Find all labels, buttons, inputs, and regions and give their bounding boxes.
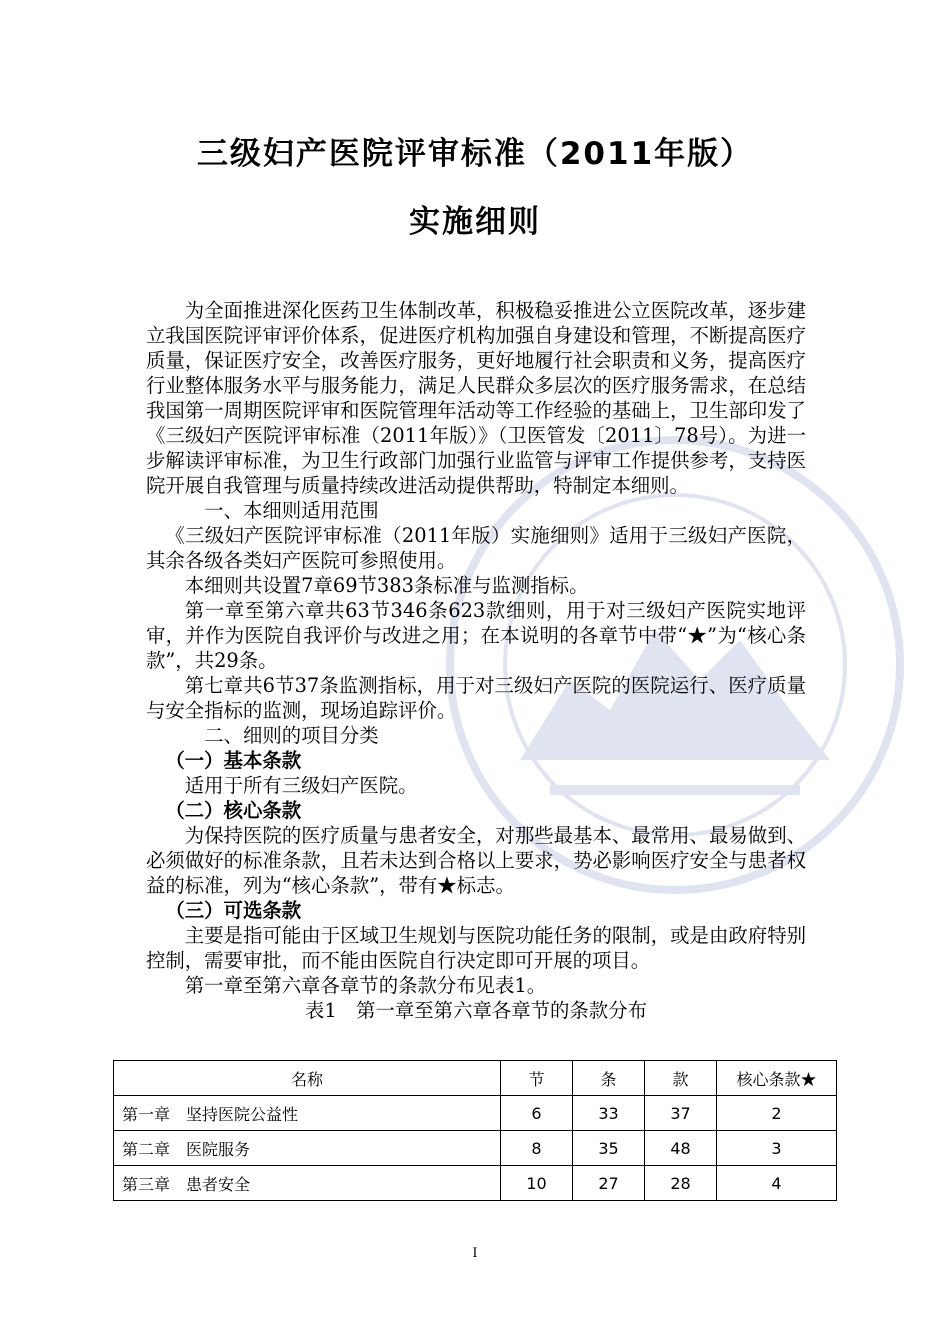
cell-clauses: 48: [645, 1131, 717, 1166]
cell-core: 2: [717, 1096, 837, 1131]
section2-heading: 二、细则的项目分类: [204, 724, 379, 747]
section1-paragraph-1: 《三级妇产医院评审标准（2011年版）实施细则》适用于三级妇产医院，其余各级各类妇产医院可参照使用。: [146, 524, 806, 572]
header-clauses: 款: [645, 1061, 717, 1096]
intro-paragraph: 为全面推进深化医药卫生体制改革，积极稳妥推进公立医院改革，逐步建立我国医院评审评价体系，促进医疗机构加强自身建设和管理，不断提高医疗质量，保证医疗安全，改善医疗服务，更好地履行社会职责和义务，提高医疗行业整体服务水平与服务能力，满足人民群众多层次的医疗服务需求，在总结我国第一周期医院评审和医院管理年活动等工作经验的基础上，卫生部印发了《三级妇产医院评审标准（2011年版）》（卫医管发〔2011〕78号）。为进一步解读评审标准，为卫生行政部门加强行业监管与评审工作提供参考，支持医院开展自我管理与质量持续改进活动提供帮助，特制定本细则。: [146, 299, 806, 497]
table-caption: 表1 第一章至第六章各章节的条款分布: [305, 999, 647, 1022]
basic-clause-heading: （一）基本条款: [165, 749, 302, 772]
page-number: I: [472, 1246, 478, 1261]
section1-heading: 一、本细则适用范围: [204, 499, 379, 522]
cell-core: 3: [717, 1131, 837, 1166]
section1-paragraph-2: 本细则共设置7章69节383条标准与监测指标。: [184, 574, 589, 597]
header-articles: 条: [573, 1061, 645, 1096]
table-row: [114, 1096, 837, 1131]
cell-articles: 27: [573, 1166, 645, 1201]
header-name: 名称: [114, 1061, 501, 1096]
cell-name: 第二章 医院服务: [114, 1131, 501, 1166]
section1-paragraph-4: 第七章共6节37条监测指标，用于对三级妇产医院的医院运行、医疗质量与安全指标的监测，现场追踪评价。: [146, 674, 806, 722]
cell-clauses: 28: [645, 1166, 717, 1201]
table-row: [114, 1166, 837, 1201]
header-core: 核心条款★: [717, 1061, 837, 1096]
cell-sections: 8: [501, 1131, 573, 1166]
cell-sections: 6: [501, 1096, 573, 1131]
basic-clause-text: 适用于所有三级妇产医院。: [184, 774, 418, 797]
optional-clause-heading: （三）可选条款: [165, 899, 302, 922]
cell-articles: 35: [573, 1131, 645, 1166]
core-clause-heading: （二）核心条款: [165, 799, 302, 822]
header-sections: 节: [501, 1061, 573, 1096]
cell-clauses: 37: [645, 1096, 717, 1131]
cell-name: 第一章 坚持医院公益性: [114, 1096, 501, 1131]
table-header-row: [114, 1061, 837, 1096]
optional-clause-text: 主要是指可能由于区域卫生规划与医院功能任务的限制，或是由政府特别控制，需要审批，而不能由医院自行决定即可开展的项目。: [146, 924, 806, 972]
document-subtitle: 实施细则: [409, 204, 541, 240]
document-body: [146, 298, 806, 1023]
cell-sections: 10: [501, 1166, 573, 1201]
cell-core: 4: [717, 1166, 837, 1201]
document-title: 三级妇产医院评审标准（2011年版）: [196, 136, 754, 172]
clause-distribution-table: [113, 1060, 837, 1201]
cell-name: 第三章 患者安全: [114, 1166, 501, 1201]
table-row: [114, 1131, 837, 1166]
table-reference: 第一章至第六章各章节的条款分布见表1。: [184, 974, 547, 997]
section1-paragraph-3: 第一章至第六章共63节346条623款细则，用于对三级妇产医院实地评审，并作为医院自我评价与改进之用；在本说明的各章节中带“★”为“核心条款”，共29条。: [146, 599, 806, 672]
core-clause-text: 为保持医院的医疗质量与患者安全，对那些最基本、最常用、最易做到、必须做好的标准条款，且若未达到合格以上要求，势必影响医疗安全与患者权益的标准，列为“核心条款”，带有★标志。: [146, 824, 806, 897]
cell-articles: 33: [573, 1096, 645, 1131]
